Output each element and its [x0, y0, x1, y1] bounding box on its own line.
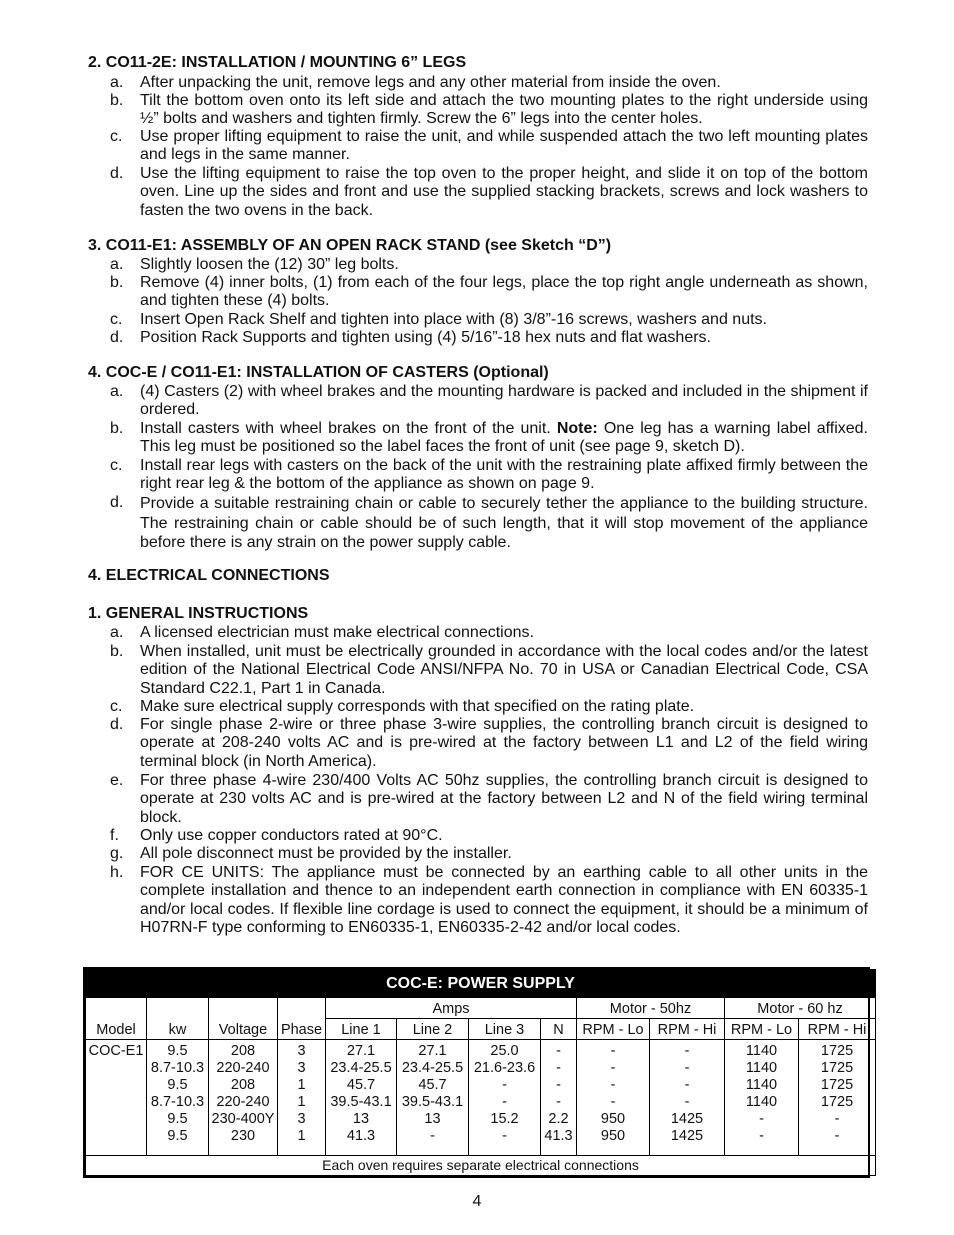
list-item: a. Slightly loosen the (12) 30” leg bolts. — [110, 256, 399, 273]
list-item: a. (4) Casters (2) with wheel brakes and the mounting hardware is packed and included in the shipment if ordered. — [110, 383, 868, 419]
header-model: Model — [86, 998, 147, 1040]
cell-value: 1425 — [670, 1128, 704, 1144]
cell-value: - — [684, 1060, 690, 1076]
cell-value: 3 — [297, 1043, 306, 1059]
list-item: b. When installed, unit must be electrically grounded in accordance with the local codes and/or the latest edition of the National Electrical Code ANSI/NFPA No. 70 in USA or Canadian Electrical Code, CSA Standard C22.1, Part 1 in Canada. — [110, 643, 868, 697]
section-title-general-instructions: 1. GENERAL INSTRUCTIONS — [88, 605, 309, 622]
cell-value: 23.4-25.5 — [330, 1060, 392, 1076]
cell-value: 13 — [424, 1111, 441, 1127]
cell-value: 1725 — [820, 1077, 854, 1093]
header-n: N — [541, 1019, 577, 1040]
cell-value: 45.7 — [418, 1077, 447, 1093]
cell-value: 8.7-10.3 — [150, 1094, 205, 1110]
cell-value: - — [834, 1111, 840, 1127]
cell-rpm-hi-50 — [650, 1040, 725, 1156]
cell-value: 3 — [297, 1111, 306, 1127]
cell-value: 1140 — [745, 1043, 778, 1059]
cell-value: - — [684, 1043, 690, 1059]
header-rpm-hi-60: RPM - Hi — [799, 1019, 876, 1040]
cell-value: 21.6-23.6 — [473, 1060, 536, 1076]
table-footer: Each oven requires separate electrical connections — [86, 1156, 876, 1176]
cell-value: 23.4-25.5 — [401, 1060, 464, 1076]
list-item: e. For three phase 4-wire 230/400 Volts AC 50hz supplies, the controlling branch circuit is designed to operate at 230 volts AC and is pre-wired at the factory between L2 and N of the field wiring terminal block. — [110, 772, 868, 826]
section-title-mounting-legs: 2. CO11-2E: INSTALLATION / MOUNTING 6” LEGS — [88, 54, 467, 71]
cell-value: - — [610, 1077, 616, 1093]
header-line2: Line 2 — [397, 1019, 469, 1040]
header-group-amps: Amps — [326, 998, 577, 1019]
cell-value: - — [430, 1128, 435, 1144]
cell-value: 45.7 — [346, 1077, 376, 1093]
cell-value: 208 — [230, 1077, 256, 1093]
cell-line1 — [326, 1040, 397, 1156]
header-rpm-lo-60: RPM - Lo — [725, 1019, 799, 1040]
list-item: b. Remove (4) inner bolts, (1) from each of the four legs, place the top right angle underneath as shown, and tighten these (4) bolts. — [110, 274, 868, 310]
cell-voltage — [209, 1040, 278, 1156]
cell-value: 27.1 — [346, 1043, 376, 1059]
cell-value: 9.5 — [167, 1043, 188, 1059]
cell-value: COC-E1 — [88, 1043, 144, 1059]
list-item: a. After unpacking the unit, remove legs and any other material from inside the oven. — [110, 74, 721, 91]
cell-value: 3 — [297, 1060, 306, 1076]
cell-rpm-lo-60 — [725, 1040, 799, 1156]
cell-value: 13 — [352, 1111, 370, 1127]
header-rpm-lo-50: RPM - Lo — [577, 1019, 650, 1040]
cell-value: 1 — [297, 1128, 306, 1144]
cell-value: 230-400Y — [211, 1111, 275, 1127]
cell-value: - — [556, 1077, 561, 1093]
cell-value: 9.5 — [167, 1128, 188, 1144]
header-rpm-hi-50: RPM - Hi — [650, 1019, 725, 1040]
cell-value: 2.2 — [548, 1111, 569, 1127]
cell-value: 1425 — [670, 1111, 704, 1127]
header-phase: Phase — [278, 998, 326, 1040]
cell-value: 1725 — [820, 1094, 854, 1110]
section-title-open-rack-stand: 3. CO11-E1: ASSEMBLY OF AN OPEN RACK STAND (see Sketch “D”) — [88, 237, 612, 254]
cell-value: 950 — [600, 1128, 626, 1144]
cell-value: - — [556, 1060, 561, 1076]
cell-value: 220-240 — [216, 1094, 270, 1110]
cell-line2 — [397, 1040, 469, 1156]
list-item: d. Use the lifting equipment to raise the top oven to the proper height, and slide it on top of the bottom oven. Line up the sides and front and use the supplied stacking brackets, screws and lock washers to fasten the two ovens in the back. — [110, 165, 868, 219]
cell-value: 39.5-43.1 — [401, 1094, 464, 1110]
cell-line3 — [469, 1040, 541, 1156]
cell-value: 208 — [230, 1043, 256, 1059]
list-item: c. Use proper lifting equipment to raise the unit, and while suspended attach the two left mounting plates and legs in the same manner. — [110, 128, 868, 164]
cell-value: - — [684, 1077, 690, 1093]
cell-kw — [147, 1040, 209, 1156]
header-group-motor-50hz: Motor - 50hz — [577, 998, 725, 1019]
cell-value: - — [502, 1094, 507, 1110]
table-title: COC-E: POWER SUPPLY — [86, 970, 876, 998]
cell-value: 15.2 — [490, 1111, 519, 1127]
cell-value: - — [684, 1094, 690, 1110]
cell-value: 1 — [297, 1094, 306, 1110]
power-supply-table — [83, 967, 870, 1178]
cell-value: 39.5-43.1 — [330, 1094, 392, 1110]
cell-rpm-lo-50 — [577, 1040, 650, 1156]
cell-phase — [278, 1040, 326, 1156]
cell-value: 25.0 — [490, 1043, 519, 1059]
cell-value: 8.7-10.3 — [150, 1060, 205, 1076]
cell-value: - — [610, 1043, 616, 1059]
cell-value: - — [759, 1128, 764, 1144]
cell-value: - — [610, 1094, 616, 1110]
cell-value: 1725 — [820, 1060, 854, 1076]
list-item: c. Insert Open Rack Shelf and tighten into place with (8) 3/8”-16 screws, washers and nuts. — [110, 311, 767, 328]
cell-rpm-hi-60 — [799, 1040, 876, 1156]
list-item: d. Provide a suitable restraining chain or cable to securely tether the appliance to the building structure. The restraining chain or cable should be of such length, that it will stop movement of the appliance before there is any strain on the power supply cable. — [110, 494, 868, 551]
list-item: c. Make sure electrical supply corresponds with that specified on the rating plate. — [110, 698, 695, 715]
cell-value: 27.1 — [418, 1043, 447, 1059]
cell-value: 41.3 — [544, 1128, 573, 1144]
header-voltage: Voltage — [209, 998, 278, 1040]
section-title-electrical: 4. ELECTRICAL CONNECTIONS — [88, 567, 330, 584]
cell-value: 1 — [297, 1077, 306, 1093]
header-line1: Line 1 — [326, 1019, 397, 1040]
cell-value: - — [834, 1128, 840, 1144]
page-number: 4 — [472, 1193, 482, 1210]
cell-value: 41.3 — [346, 1128, 376, 1144]
cell-value: 220-240 — [216, 1060, 270, 1076]
list-item: a. A licensed electrician must make electrical connections. — [110, 624, 534, 641]
section-title-casters: 4. COC-E / CO11-E1: INSTALLATION OF CASTERS (Optional) — [88, 364, 549, 381]
note-label: Note: — [556, 420, 598, 437]
cell-n — [541, 1040, 577, 1156]
cell-value: - — [610, 1060, 616, 1076]
cell-value: - — [556, 1043, 561, 1059]
list-item: b. Tilt the bottom oven onto its left side and attach the two mounting plates to the right underside using ½” bolts and washers and tighten firmly. Screw the 6” legs into the center holes. — [110, 92, 868, 128]
cell-value: - — [502, 1077, 507, 1093]
cell-value: - — [556, 1094, 561, 1110]
list-item: g. All pole disconnect must be provided by the installer. — [110, 845, 512, 862]
cell-value: 9.5 — [167, 1111, 188, 1127]
list-item: b. Install casters with wheel brakes on the front of the unit. Note: One leg has a warning label affixed. This leg must be positioned so the label faces the front of unit (see page 9, sketch D). — [110, 420, 868, 456]
cell-value: 230 — [230, 1128, 256, 1144]
header-line3: Line 3 — [469, 1019, 541, 1040]
cell-value: 9.5 — [167, 1077, 188, 1093]
cell-value: - — [502, 1128, 507, 1144]
cell-value: 1140 — [745, 1077, 778, 1093]
cell-value: 1140 — [745, 1060, 778, 1076]
list-item: h. FOR CE UNITS: The appliance must be connected by an earthing cable to all other units in the complete installation and thence to an independent earth connection in compliance with EN 60335-1 and/or local codes. If flexible line cordage is used to connect the equipment, it should be a minimum of H07RN-F type conforming to EN60335-1, EN60335-2-42 and/or local codes. — [110, 864, 868, 937]
header-group-motor-60hz: Motor - 60 hz — [725, 998, 876, 1019]
cell-value: 950 — [600, 1111, 626, 1127]
list-item: c. Install rear legs with casters on the back of the unit with the restraining plate affixed firmly between the right rear leg & the bottom of the appliance as shown on page 9. — [110, 457, 868, 493]
cell-model — [86, 1040, 147, 1156]
table-row — [86, 1040, 876, 1156]
list-item: d. Position Rack Supports and tighten using (4) 5/16”-18 hex nuts and flat washers. — [110, 329, 711, 346]
cell-value: 1140 — [745, 1094, 778, 1110]
list-item: d. For single phase 2-wire or three phase 3-wire supplies, the controlling branch circuit is designed to operate at 208-240 volts AC and is pre-wired at the factory between L1 and L2 of the field wiring terminal block (in North America). — [110, 716, 868, 770]
header-kw: kw — [147, 998, 209, 1040]
cell-value: 1725 — [820, 1043, 854, 1059]
cell-value: - — [759, 1111, 764, 1127]
list-item: f. Only use copper conductors rated at 90°C. — [110, 827, 443, 844]
